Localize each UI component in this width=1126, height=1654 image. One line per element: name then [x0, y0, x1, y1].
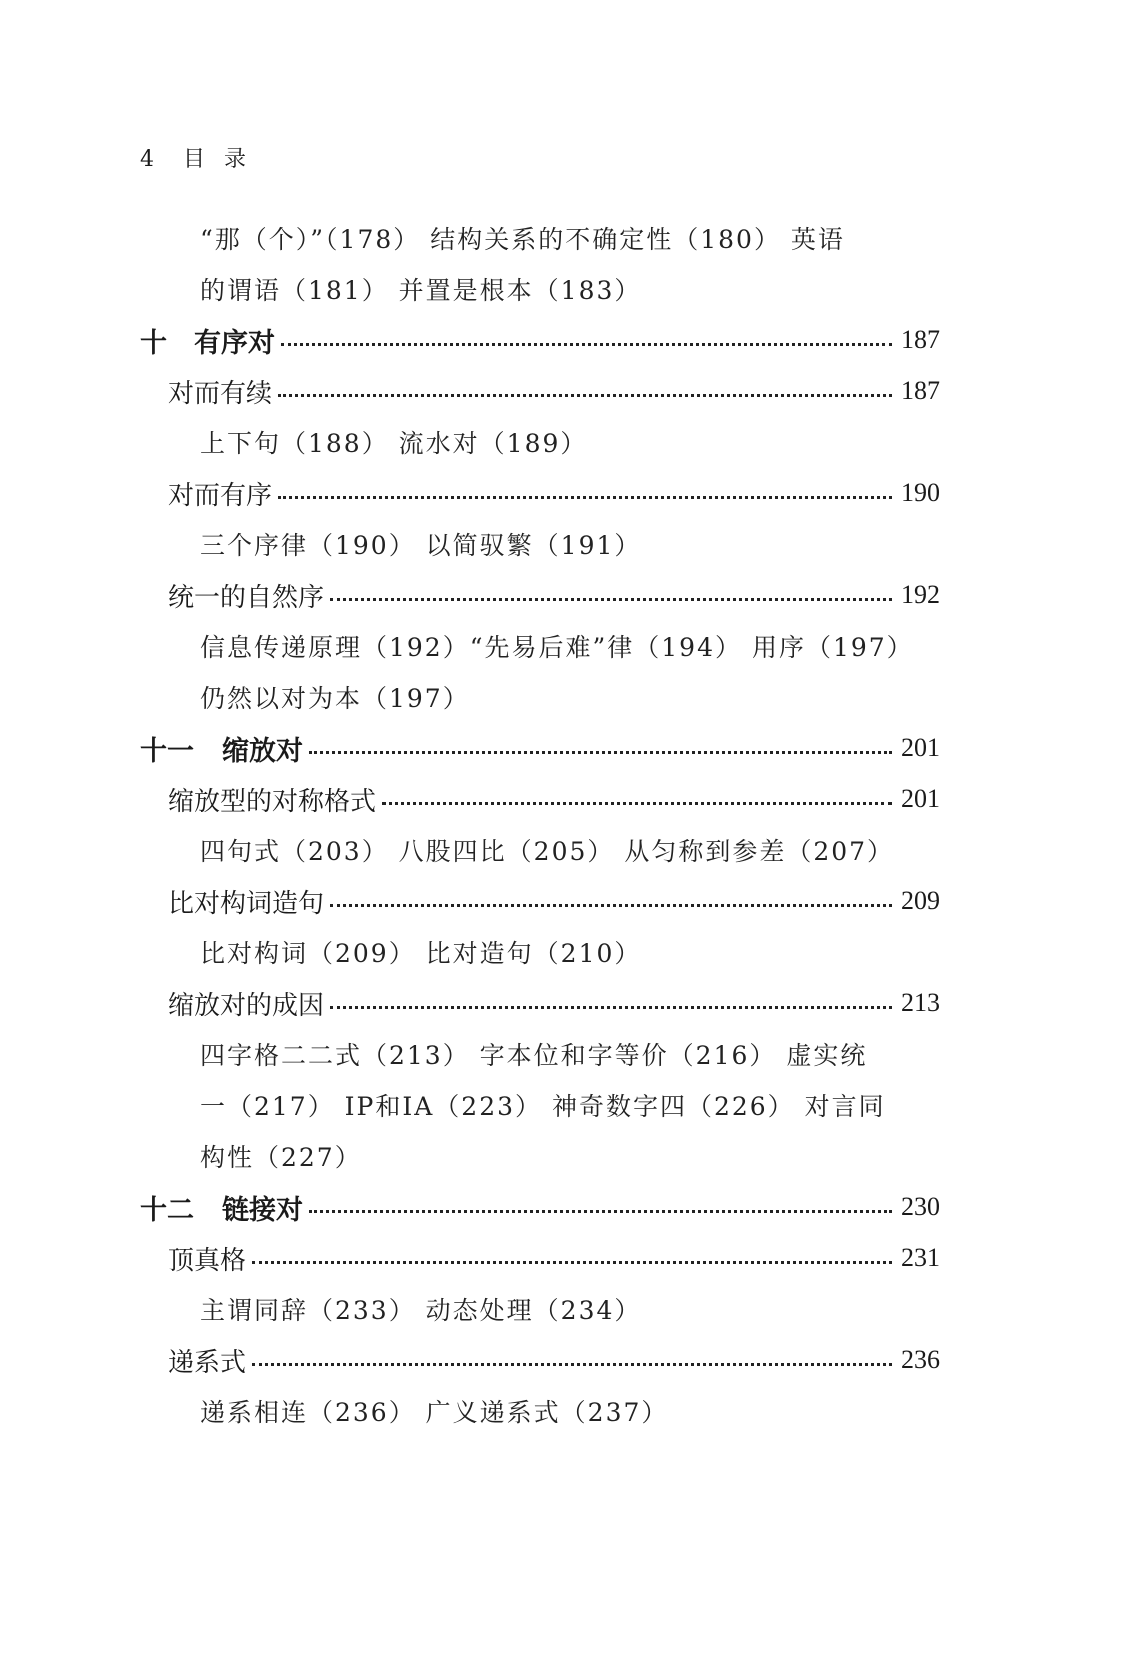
toc-chapter — [140, 728, 940, 768]
subtopic-text: 构性（227） — [200, 1143, 362, 1172]
toc-subtopics — [140, 1085, 940, 1125]
dot-leader — [382, 802, 892, 805]
toc-section — [140, 779, 940, 819]
subtopic-text: 四字格二二式（213） 字本位和字等价（216） 虚实统 — [200, 1041, 868, 1070]
toc-section — [140, 371, 940, 411]
page-ref: 213 — [901, 988, 940, 1017]
dot-leader — [278, 496, 892, 499]
toc-subtopics — [140, 218, 940, 258]
toc-subtopics — [140, 830, 940, 870]
subtopic-text: 主谓同辞（233） 动态处理（234） — [200, 1296, 642, 1325]
chapter-number: 十 — [140, 327, 167, 359]
toc-subtopics — [140, 677, 940, 717]
toc — [140, 0, 940, 1654]
page-ref: 230 — [901, 1192, 940, 1221]
dot-leader — [252, 1261, 892, 1264]
section-title: 统一的自然序 — [168, 582, 325, 613]
toc-subtopics — [140, 626, 940, 666]
toc-chapter — [140, 1187, 940, 1227]
subtopic-text: 上下句（188） 流水对（189） — [200, 429, 588, 458]
section-title: 对而有续 — [168, 378, 273, 409]
subtopic-text: 三个序律（190） 以简驭繁（191） — [200, 531, 642, 560]
chapter-title: 链接对 — [222, 1194, 303, 1226]
dot-leader — [281, 343, 892, 346]
dot-leader — [330, 1006, 892, 1009]
page-ref: 187 — [901, 325, 940, 354]
header-title: 目 录 — [183, 147, 252, 172]
toc-section — [140, 473, 940, 513]
subtopic-text: 递系相连（236） 广义递系式（237） — [200, 1398, 669, 1427]
chapter-number: 十一 — [140, 735, 194, 767]
dot-leader — [330, 904, 892, 907]
toc-section — [140, 983, 940, 1023]
page-ref: 209 — [901, 886, 940, 915]
section-title: 递系式 — [168, 1347, 247, 1378]
toc-subtopics — [140, 524, 940, 564]
page-ref: 231 — [901, 1243, 940, 1272]
page-ref: 190 — [901, 478, 940, 507]
dot-leader — [252, 1363, 892, 1366]
toc-subtopics — [140, 269, 940, 309]
page-ref: 187 — [901, 376, 940, 405]
subtopic-text: 仍然以对为本（197） — [200, 684, 470, 713]
page-ref: 201 — [901, 784, 940, 813]
chapter-title: 缩放对 — [222, 735, 303, 767]
page-ref: 201 — [901, 733, 940, 762]
toc-section — [140, 1340, 940, 1380]
page-ref: 236 — [901, 1345, 940, 1374]
page-number: 4 — [140, 147, 160, 172]
dot-leader — [309, 1210, 892, 1213]
dot-leader — [278, 394, 892, 397]
section-title: 缩放型的对称格式 — [168, 786, 377, 817]
toc-subtopics — [140, 1289, 940, 1329]
toc-subtopics — [140, 932, 940, 972]
toc-section — [140, 575, 940, 615]
subtopic-text: 一（217） IP和IA（223） 神奇数字四（226） 对言同 — [200, 1092, 886, 1121]
dot-leader — [330, 598, 892, 601]
section-title: 对而有序 — [168, 480, 273, 511]
page-ref: 192 — [901, 580, 940, 609]
subtopic-text: 四句式（203） 八股四比（205） 从匀称到参差（207） — [200, 837, 895, 866]
section-title: 比对构词造句 — [168, 888, 325, 919]
toc-section — [140, 1238, 940, 1278]
toc-chapter — [140, 320, 940, 360]
toc-subtopics — [140, 1136, 940, 1176]
section-title: 缩放对的成因 — [168, 990, 325, 1021]
subtopic-text: 信息传递原理（192）“先易后难”律（194） 用序（197） — [200, 633, 914, 662]
section-title: 顶真格 — [168, 1245, 247, 1276]
subtopic-text: “那（个）”（178） 结构关系的不确定性（180） 英语 — [200, 225, 845, 254]
dot-leader — [309, 751, 892, 754]
subtopic-text: 的谓语（181） 并置是根本（183） — [200, 276, 642, 305]
chapter-number: 十二 — [140, 1194, 194, 1226]
chapter-title: 有序对 — [194, 327, 275, 359]
toc-subtopics — [140, 422, 940, 462]
subtopic-text: 比对构词（209） 比对造句（210） — [200, 939, 642, 968]
toc-section — [140, 881, 940, 921]
toc-subtopics — [140, 1034, 940, 1074]
toc-subtopics — [140, 1391, 940, 1431]
